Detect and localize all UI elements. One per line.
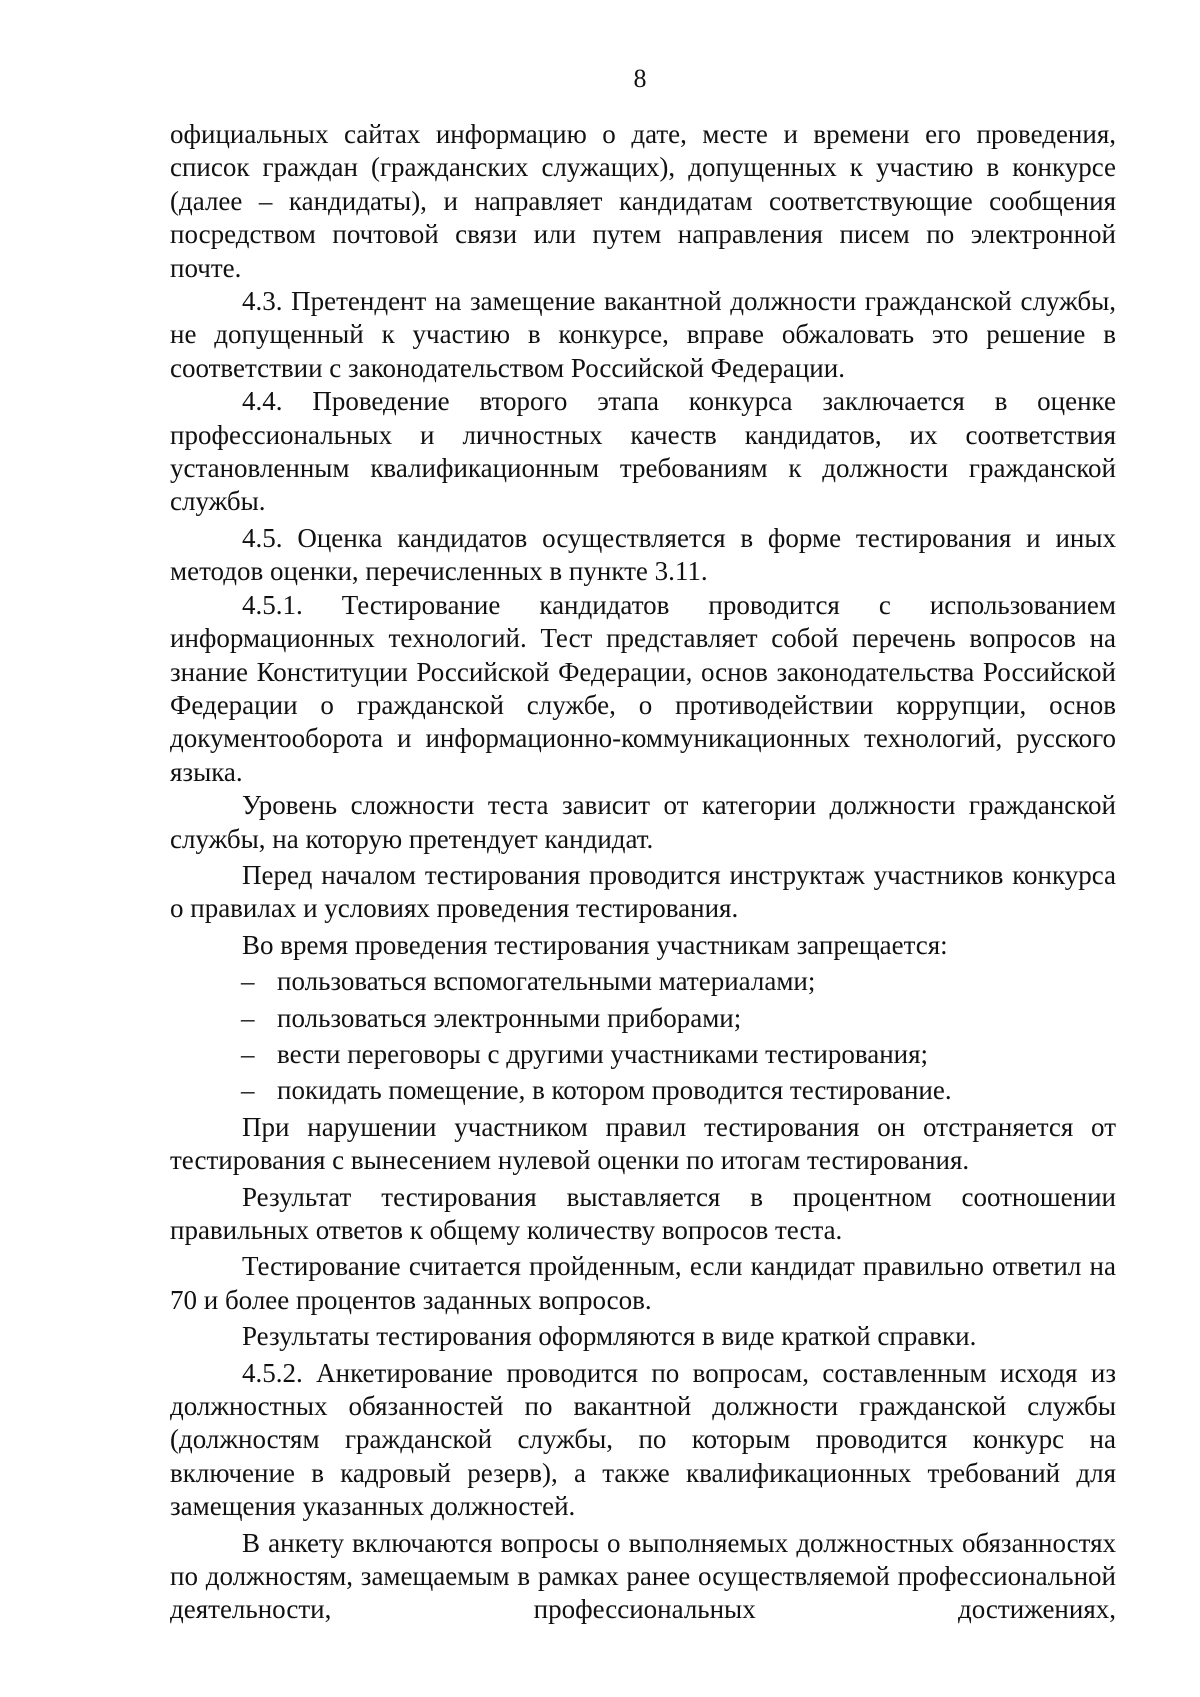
paragraph-instruction: Перед началом тестирования проводится инструктаж участников конкурса о правилах и условиях проведения тестирования. [170, 859, 1116, 924]
list-item-text: покидать помещение, в котором проводится тестирование. [277, 1075, 952, 1106]
paragraph-results-format: Результаты тестирования оформляются в виде краткой справки. [242, 1321, 977, 1352]
list-item [170, 1002, 1116, 1035]
paragraph-difficulty-level: Уровень сложности теста зависит от категории должности гражданской службы, на которую претендует кандидат. [170, 790, 1116, 854]
paragraph-4-4: 4.4. Проведение второго этапа конкурса заключается в оценке профессиональных и личностных качеств кандидатов, их соответствия установленным квалификационным требованиям к должности гражданской службы. [170, 386, 1116, 517]
list-item [170, 965, 1116, 998]
paragraph-pass-criteria: Тестирование считается пройденным, если кандидат правильно ответил на 70 и более процентов заданных вопросов. [170, 1251, 1116, 1315]
paragraph-violation: При нарушении участником правил тестирования он отстраняется от тестирования с вынесением нулевой оценки по итогам тестирования. [170, 1111, 1116, 1176]
paragraph-4-5: 4.5. Оценка кандидатов осуществляется в форме тестирования и иных методов оценки, перечисленных в пункте 3.11. [170, 522, 1116, 587]
document-body [170, 118, 1116, 1627]
dash-marker: – [241, 1038, 255, 1069]
paragraph-continuation: официальных сайтах информацию о дате, месте и времени его проведения, список граждан (гражданских служащих), допущенных к участию в конкурсе (далее – кандидаты), и направляет кандидатам соответствующие сообщения посредством почтовой связи или путем направления писем по электронной почте. [170, 119, 1116, 283]
page-number: 8 [633, 64, 647, 93]
list-item-text: пользоваться вспомогательными материалами; [277, 966, 816, 997]
paragraph-4-3: 4.3. Претендент на замещение вакантной должности гражданской службы, не допущенный к участию в конкурсе, вправе обжаловать это решение в соответствии с законодательством Российской Федерации. [170, 286, 1116, 383]
paragraph-4-5-1: 4.5.1. Тестирование кандидатов проводится с использованием информационных технологий. Тест представляет собой перечень вопросов на знание Конституции Российской Федерации, основ законодательства Российской Федерации о гражданской службе, о противодействии коррупции, основ документооборота и информационно-коммуникационных технологий, русского языка. [170, 589, 1116, 787]
paragraph-prohibitions-intro: Во время проведения тестирования участникам запрещается: [242, 929, 948, 960]
list-item [170, 1038, 1116, 1071]
dash-marker: – [241, 966, 255, 997]
list-item-text: вести переговоры с другими участниками тестирования; [277, 1038, 929, 1069]
paragraph-result: Результат тестирования выставляется в процентном соотношении правильных ответов к общему количеству вопросов теста. [170, 1181, 1116, 1245]
paragraph-questionnaire: В анкету включаются вопросы о выполняемых должностных обязанностях по должностям, замещаемым в рамках ранее осуществляемой профессиональной деятельности, профессиональных достижениях, [170, 1527, 1116, 1625]
dash-marker: – [241, 1002, 255, 1033]
list-item [170, 1074, 1116, 1107]
dash-marker: – [241, 1075, 255, 1106]
list-item-text: пользоваться электронными приборами; [277, 1002, 742, 1033]
paragraph-4-5-2: 4.5.2. Анкетирование проводится по вопросам, составленным исходя из должностных обязанностей по вакантной должности гражданской службы (должностям гражданской службы, по которым проводится конкурс на включение в кадровый резерв), а также квалификационных требований для замещения указанных должностей. [170, 1357, 1116, 1522]
